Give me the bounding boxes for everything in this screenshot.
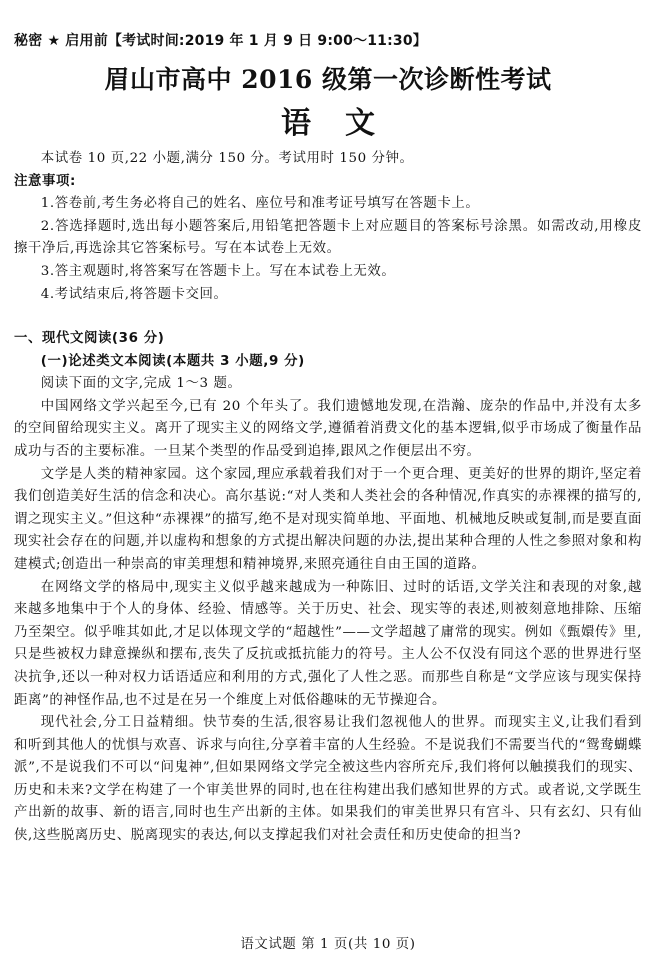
- note-item-1: 1.答卷前,考生务必将自己的姓名、座位号和准考证号填写在答题卡上。: [40, 196, 480, 212]
- reading-paragraph-2: 文学是人类的精神家园。这个家园,理应承载着我们对于一个更合理、更美好的世界的期许,坚定着我们创造美好生活的信念和决心。高尔基说:“对人类和人类社会的各种情况,作真实的赤裸裸的描写的,谓之现实主义。”但这种“赤裸裸”的描写,绝不是对现实简单地、平面地、机械地反映或复制,而是要直面现实社会存在的问题,并以虚构和想象的方式提出解决问题的办法,提出某种合理的人性之参照对象和构建模式;创造出一种崇高的审美理想和精神境界,来照亮通往自由王国的道路。: [14, 466, 642, 572]
- notes-heading: 注意事项:: [14, 173, 76, 189]
- exam-intro: 本试卷 10 页,22 小题,满分 150 分。考试用时 150 分钟。: [40, 151, 414, 166]
- confidential-header: 秘密 ★ 启用前【考试时间:2019 年 1 月 9 日 9:00～11:30】: [14, 33, 427, 49]
- exam-title: 眉山市高中 2016 级第一次诊断性考试: [104, 65, 552, 94]
- subsection-heading: (一)论述类文本阅读(本题共 3 小题,9 分): [40, 353, 305, 369]
- section-reading: [14, 328, 642, 848]
- reading-paragraph-4: 现代社会,分工日益精细。快节奏的生活,很容易让我们忽视他人的世界。而现实主义,让我们看到和听到其他人的忧惧与欢喜、诉求与向往,分享着丰富的人生经验。不是说我们不需要当代的“鸳鸯蝴蝶派”,不是说我们不可以“问鬼神”,但如果网络文学完全被这些内容所充斥,我们将何以触摸我们的现实、历史和未来?文学在构建了一个审美世界的同时,也在往构建出我们感知世界的方式。或者说,文学既生产出新的故事、新的语言,同时也生产出新的主体。如果我们的审美世界只有宫斗、只有玄幻、只有仙侠,这些脱离历史、脱离现实的表达,何以支撑起我们对社会责任和历史使命的担当?: [14, 715, 642, 844]
- reading-paragraph-1: 中国网络文学兴起至今,已有 20 个年头了。我们遗憾地发现,在浩瀚、庞杂的作品中,并没有太多的空间留给现实主义。离开了现实主义的网络文学,遵循着消费文化的基本逻辑,似乎市场成了衡量作品成功与否的主要标准。一旦某个类型的作品受到追捧,跟风之作便层出不穷。: [14, 398, 642, 459]
- reading-paragraph-3: 在网络文学的格局中,现实主义似乎越来越成为一种陈旧、过时的话语,文学关注和表现的对象,越来越多地集中于个人的身体、经验、情感等。关于历史、社会、现实等的表述,则被刻意地排除、压缩乃至架空。似乎唯其如此,才足以体现文学的“超越性”——文学超越了庸常的现实。例如《甄嬛传》里,只是些被权力肆意操纵和摆布,丧失了反抗或抵抗能力的符号。主人公不仅没有同这个恶的世界进行坚决抗争,还以一种对权力话语适应和利用的方式,强化了人性之恶。而那些自称是“文学应该与现实保持距离”的神怪作品,也不过是在另一个维度上对低俗趣味的无节操迎合。: [14, 579, 642, 708]
- subject-title: 语文: [281, 106, 409, 141]
- page-footer: 语文试题 第 1 页(共 10 页): [240, 937, 416, 952]
- section-heading: 一、现代文阅读(36 分): [14, 331, 165, 346]
- note-item-2: 2.答选择题时,选出每小题答案后,用铅笔把答题卡上对应题目的答案标号涂黑。如需改动,用橡皮擦干净后,再选涂其它答案标号。写在本试卷上无效。: [14, 218, 642, 257]
- note-item-3: 3.答主观题时,将答案写在答题卡上。写在本试卷上无效。: [40, 263, 396, 279]
- reading-instruction: 阅读下面的文字,完成 1～3 题。: [40, 376, 242, 392]
- exam-intro-block: [14, 148, 642, 306]
- note-item-4: 4.考试结束后,将答题卡交回。: [40, 286, 228, 302]
